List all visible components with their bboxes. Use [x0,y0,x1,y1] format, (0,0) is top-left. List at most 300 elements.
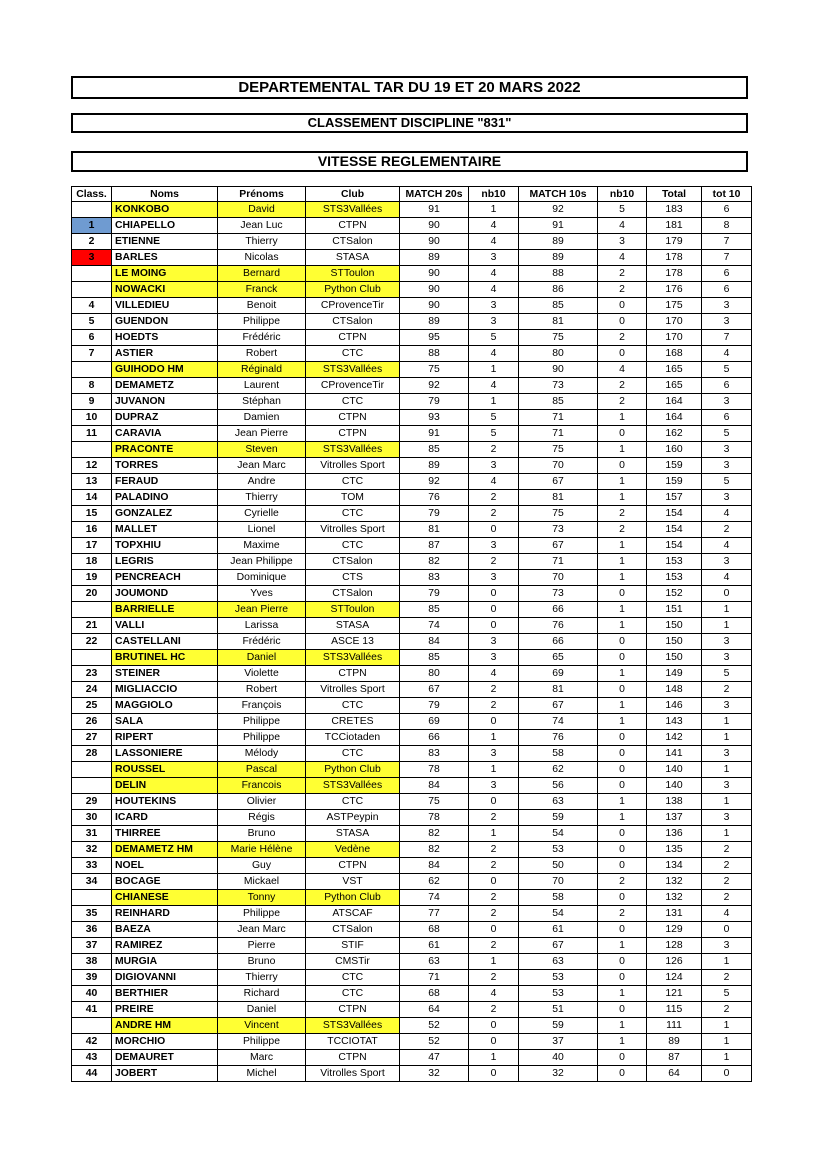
tot10-cell: 2 [702,522,752,538]
table-row [72,794,752,810]
nom-cell: BRUTINEL HC [112,650,218,666]
table-row [72,346,752,362]
match20-cell: 91 [400,202,469,218]
match10-cell: 86 [519,282,598,298]
match20-cell: 90 [400,218,469,234]
match20-cell: 74 [400,890,469,906]
total-cell: 181 [647,218,702,234]
match10-cell: 91 [519,218,598,234]
match20-cell: 80 [400,666,469,682]
match20-cell: 78 [400,810,469,826]
nb10-20-cell: 3 [469,538,519,554]
tot10-cell: 7 [702,250,752,266]
nom-cell: GUENDON [112,314,218,330]
nom-cell: BOCAGE [112,874,218,890]
club-cell: Vitrolles Sport [306,522,400,538]
match20-cell: 84 [400,778,469,794]
nom-cell: STEINER [112,666,218,682]
total-cell: 148 [647,682,702,698]
tot10-cell: 6 [702,282,752,298]
prenom-cell: Mélody [218,746,306,762]
rank-cell: 22 [72,634,112,650]
club-cell: CTC [306,538,400,554]
nom-cell: PREIRE [112,1002,218,1018]
match20-cell: 76 [400,490,469,506]
tot10-cell: 3 [702,442,752,458]
nom-cell: JUVANON [112,394,218,410]
nb10-20-cell: 3 [469,314,519,330]
nom-cell: MORCHIO [112,1034,218,1050]
rank-cell: 1 [72,218,112,234]
table-row [72,362,752,378]
nom-cell: SALA [112,714,218,730]
nb10-10-cell: 0 [598,426,647,442]
rank-cell: 32 [72,842,112,858]
prenom-cell: Philippe [218,730,306,746]
nom-cell: HOUTEKINS [112,794,218,810]
prenom-cell: Thierry [218,490,306,506]
match10-cell: 62 [519,762,598,778]
nb10-20-cell: 3 [469,634,519,650]
tot10-cell: 6 [702,202,752,218]
nb10-20-cell: 2 [469,810,519,826]
match10-cell: 76 [519,730,598,746]
nb10-20-cell: 2 [469,970,519,986]
match10-cell: 53 [519,842,598,858]
rank-cell: 39 [72,970,112,986]
nb10-20-cell: 1 [469,826,519,842]
nom-cell: GONZALEZ [112,506,218,522]
nb10-10-cell: 1 [598,442,647,458]
match20-cell: 52 [400,1018,469,1034]
nom-cell: VILLEDIEU [112,298,218,314]
rank-cell [72,602,112,618]
tot10-cell: 3 [702,778,752,794]
club-cell: ASCE 13 [306,634,400,650]
tot10-cell: 1 [702,714,752,730]
nb10-10-cell: 0 [598,1066,647,1082]
nb10-10-cell: 0 [598,842,647,858]
nb10-20-cell: 2 [469,506,519,522]
tot10-cell: 3 [702,938,752,954]
table-row [72,842,752,858]
match10-cell: 61 [519,922,598,938]
table-row [72,378,752,394]
club-cell: CTSalon [306,554,400,570]
nb10-20-cell: 3 [469,570,519,586]
match10-cell: 89 [519,234,598,250]
rank-cell: 33 [72,858,112,874]
table-row [72,394,752,410]
total-cell: 175 [647,298,702,314]
nom-cell: MIGLIACCIO [112,682,218,698]
rank-cell: 16 [72,522,112,538]
prenom-cell: Nicolas [218,250,306,266]
table-row [72,762,752,778]
nb10-20-cell: 5 [469,426,519,442]
nb10-20-cell: 0 [469,602,519,618]
match10-cell: 70 [519,570,598,586]
prenom-cell: Robert [218,682,306,698]
tot10-cell: 1 [702,826,752,842]
rank-cell: 6 [72,330,112,346]
match10-cell: 40 [519,1050,598,1066]
match10-cell: 67 [519,474,598,490]
match10-cell: 74 [519,714,598,730]
total-cell: 162 [647,426,702,442]
match10-cell: 71 [519,554,598,570]
match20-cell: 74 [400,618,469,634]
tot10-cell: 3 [702,810,752,826]
match10-cell: 81 [519,490,598,506]
nom-cell: BARRIELLE [112,602,218,618]
club-cell: CTPN [306,666,400,682]
table-row [72,1018,752,1034]
tot10-cell: 2 [702,842,752,858]
match10-cell: 67 [519,938,598,954]
tot10-cell: 0 [702,922,752,938]
total-cell: 140 [647,778,702,794]
club-cell: STASA [306,250,400,266]
tot10-cell: 0 [702,1066,752,1082]
total-cell: 141 [647,746,702,762]
nb10-10-cell: 0 [598,458,647,474]
match10-cell: 73 [519,378,598,394]
col-header-nb10-20: nb10 [469,187,519,202]
results-body [72,202,752,1082]
document-title: DEPARTEMENTAL TAR DU 19 ET 20 MARS 2022 [71,76,748,99]
match20-cell: 79 [400,506,469,522]
tot10-cell: 5 [702,666,752,682]
match20-cell: 82 [400,826,469,842]
total-cell: 183 [647,202,702,218]
table-row [72,954,752,970]
tot10-cell: 8 [702,218,752,234]
prenom-cell: Régis [218,810,306,826]
tot10-cell: 3 [702,298,752,314]
nb10-10-cell: 0 [598,858,647,874]
nom-cell: DEMAMETZ HM [112,842,218,858]
match20-cell: 79 [400,394,469,410]
prenom-cell: Francois [218,778,306,794]
nom-cell: GUIHODO HM [112,362,218,378]
nb10-10-cell: 0 [598,778,647,794]
match20-cell: 77 [400,906,469,922]
nb10-20-cell: 4 [469,234,519,250]
tot10-cell: 4 [702,506,752,522]
nb10-20-cell: 1 [469,762,519,778]
total-cell: 87 [647,1050,702,1066]
match20-cell: 90 [400,282,469,298]
club-cell: TOM [306,490,400,506]
nb10-10-cell: 2 [598,522,647,538]
nb10-20-cell: 0 [469,522,519,538]
nom-cell: LEGRIS [112,554,218,570]
rank-cell [72,362,112,378]
nom-cell: RIPERT [112,730,218,746]
match10-cell: 70 [519,458,598,474]
match20-cell: 91 [400,426,469,442]
table-row [72,538,752,554]
tot10-cell: 1 [702,618,752,634]
match10-cell: 88 [519,266,598,282]
match20-cell: 82 [400,842,469,858]
nb10-20-cell: 3 [469,778,519,794]
rank-cell: 43 [72,1050,112,1066]
club-cell: STS3Vallées [306,1018,400,1034]
tot10-cell: 2 [702,1002,752,1018]
prenom-cell: Dominique [218,570,306,586]
total-cell: 154 [647,538,702,554]
total-cell: 121 [647,986,702,1002]
tot10-cell: 6 [702,266,752,282]
nb10-20-cell: 0 [469,714,519,730]
nb10-20-cell: 2 [469,554,519,570]
prenom-cell: Richard [218,986,306,1002]
prenom-cell: Jean Pierre [218,426,306,442]
rank-cell: 5 [72,314,112,330]
tot10-cell: 1 [702,954,752,970]
nb10-10-cell: 0 [598,826,647,842]
club-cell: TCCiotaden [306,730,400,746]
total-cell: 115 [647,1002,702,1018]
prenom-cell: Philippe [218,1034,306,1050]
match20-cell: 92 [400,378,469,394]
tot10-cell: 4 [702,570,752,586]
match10-cell: 54 [519,906,598,922]
table-row [72,746,752,762]
match20-cell: 79 [400,698,469,714]
nb10-10-cell: 1 [598,618,647,634]
club-cell: CTSalon [306,586,400,602]
nb10-20-cell: 1 [469,202,519,218]
tot10-cell: 4 [702,906,752,922]
total-cell: 159 [647,458,702,474]
match10-cell: 81 [519,314,598,330]
nb10-10-cell: 0 [598,298,647,314]
rank-cell: 28 [72,746,112,762]
rank-cell: 20 [72,586,112,602]
table-row [72,426,752,442]
nom-cell: CHIANESE [112,890,218,906]
match10-cell: 50 [519,858,598,874]
match20-cell: 61 [400,938,469,954]
rank-cell: 21 [72,618,112,634]
prenom-cell: Thierry [218,234,306,250]
total-cell: 170 [647,314,702,330]
match20-cell: 85 [400,650,469,666]
nb10-10-cell: 2 [598,906,647,922]
match20-cell: 85 [400,442,469,458]
club-cell: CProvenceTir [306,298,400,314]
nom-cell: FERAUD [112,474,218,490]
nom-cell: DEMAMETZ [112,378,218,394]
table-row [72,874,752,890]
match20-cell: 71 [400,970,469,986]
rank-cell: 15 [72,506,112,522]
total-cell: 157 [647,490,702,506]
nom-cell: DEMAURET [112,1050,218,1066]
club-cell: CTPN [306,426,400,442]
tot10-cell: 1 [702,1034,752,1050]
match10-cell: 89 [519,250,598,266]
nb10-20-cell: 2 [469,938,519,954]
match20-cell: 89 [400,458,469,474]
nb10-10-cell: 1 [598,666,647,682]
nom-cell: RAMIREZ [112,938,218,954]
rank-cell: 30 [72,810,112,826]
club-cell: CTPN [306,1050,400,1066]
prenom-cell: Vincent [218,1018,306,1034]
nom-cell: JOUMOND [112,586,218,602]
rank-cell: 23 [72,666,112,682]
table-row [72,730,752,746]
tot10-cell: 1 [702,794,752,810]
nom-cell: BARLES [112,250,218,266]
table-row [72,650,752,666]
tot10-cell: 4 [702,538,752,554]
table-header-row [72,187,752,202]
table-row [72,282,752,298]
club-cell: CTC [306,346,400,362]
table-row [72,602,752,618]
match20-cell: 66 [400,730,469,746]
table-row [72,618,752,634]
rank-cell: 13 [72,474,112,490]
prenom-cell: Robert [218,346,306,362]
match20-cell: 89 [400,314,469,330]
table-row [72,858,752,874]
total-cell: 176 [647,282,702,298]
match10-cell: 63 [519,794,598,810]
prenom-cell: Violette [218,666,306,682]
total-cell: 151 [647,602,702,618]
club-cell: ASTPeypin [306,810,400,826]
col-header-nb10-10: nb10 [598,187,647,202]
nb10-20-cell: 2 [469,906,519,922]
total-cell: 170 [647,330,702,346]
rank-cell: 9 [72,394,112,410]
match10-cell: 85 [519,394,598,410]
total-cell: 150 [647,650,702,666]
table-row [72,1066,752,1082]
club-cell: Python Club [306,762,400,778]
rank-cell: 34 [72,874,112,890]
table-row [72,938,752,954]
results-table [71,186,752,1082]
table-row [72,698,752,714]
tot10-cell: 1 [702,762,752,778]
match10-cell: 59 [519,1018,598,1034]
match20-cell: 64 [400,1002,469,1018]
nb10-10-cell: 1 [598,1018,647,1034]
rank-cell: 36 [72,922,112,938]
match20-cell: 75 [400,362,469,378]
total-cell: 165 [647,378,702,394]
rank-cell: 18 [72,554,112,570]
tot10-cell: 5 [702,426,752,442]
nom-cell: CARAVIA [112,426,218,442]
prenom-cell: Frédéric [218,330,306,346]
nb10-20-cell: 0 [469,1066,519,1082]
rank-cell: 11 [72,426,112,442]
table-row [72,266,752,282]
club-cell: CTC [306,986,400,1002]
nom-cell: VALLI [112,618,218,634]
club-cell: CTSalon [306,922,400,938]
nb10-20-cell: 3 [469,650,519,666]
rank-cell [72,762,112,778]
match20-cell: 85 [400,602,469,618]
prenom-cell: Cyrielle [218,506,306,522]
table-row [72,298,752,314]
total-cell: 178 [647,266,702,282]
nom-cell: CHIAPELLO [112,218,218,234]
table-row [72,314,752,330]
nom-cell: DELIN [112,778,218,794]
club-cell: Python Club [306,890,400,906]
prenom-cell: Philippe [218,906,306,922]
nb10-20-cell: 4 [469,378,519,394]
nb10-10-cell: 0 [598,730,647,746]
table-row [72,810,752,826]
tot10-cell: 2 [702,858,752,874]
nb10-20-cell: 0 [469,794,519,810]
nom-cell: ANDRE HM [112,1018,218,1034]
nb10-10-cell: 0 [598,970,647,986]
club-cell: CTS [306,570,400,586]
rank-cell: 4 [72,298,112,314]
match20-cell: 83 [400,570,469,586]
club-cell: Vitrolles Sport [306,682,400,698]
club-cell: CTC [306,970,400,986]
nb10-10-cell: 2 [598,266,647,282]
match10-cell: 73 [519,586,598,602]
col-header-total: Total [647,187,702,202]
prenom-cell: Benoit [218,298,306,314]
nom-cell: MURGIA [112,954,218,970]
prenom-cell: David [218,202,306,218]
club-cell: STASA [306,618,400,634]
total-cell: 164 [647,410,702,426]
nb10-10-cell: 4 [598,250,647,266]
nb10-20-cell: 2 [469,1002,519,1018]
match10-cell: 67 [519,698,598,714]
tot10-cell: 5 [702,362,752,378]
match10-cell: 90 [519,362,598,378]
total-cell: 137 [647,810,702,826]
nom-cell: PENCREACH [112,570,218,586]
nom-cell: THIRREE [112,826,218,842]
nb10-20-cell: 4 [469,666,519,682]
total-cell: 150 [647,618,702,634]
nb10-10-cell: 2 [598,874,647,890]
nom-cell: BAEZA [112,922,218,938]
rank-cell: 19 [72,570,112,586]
match20-cell: 81 [400,522,469,538]
match10-cell: 75 [519,330,598,346]
club-cell: STASA [306,826,400,842]
nb10-10-cell: 1 [598,714,647,730]
match20-cell: 32 [400,1066,469,1082]
col-header-tot10: tot 10 [702,187,752,202]
prenom-cell: Marc [218,1050,306,1066]
nb10-20-cell: 4 [469,986,519,1002]
nb10-10-cell: 0 [598,746,647,762]
nom-cell: REINHARD [112,906,218,922]
nb10-10-cell: 1 [598,554,647,570]
total-cell: 153 [647,570,702,586]
